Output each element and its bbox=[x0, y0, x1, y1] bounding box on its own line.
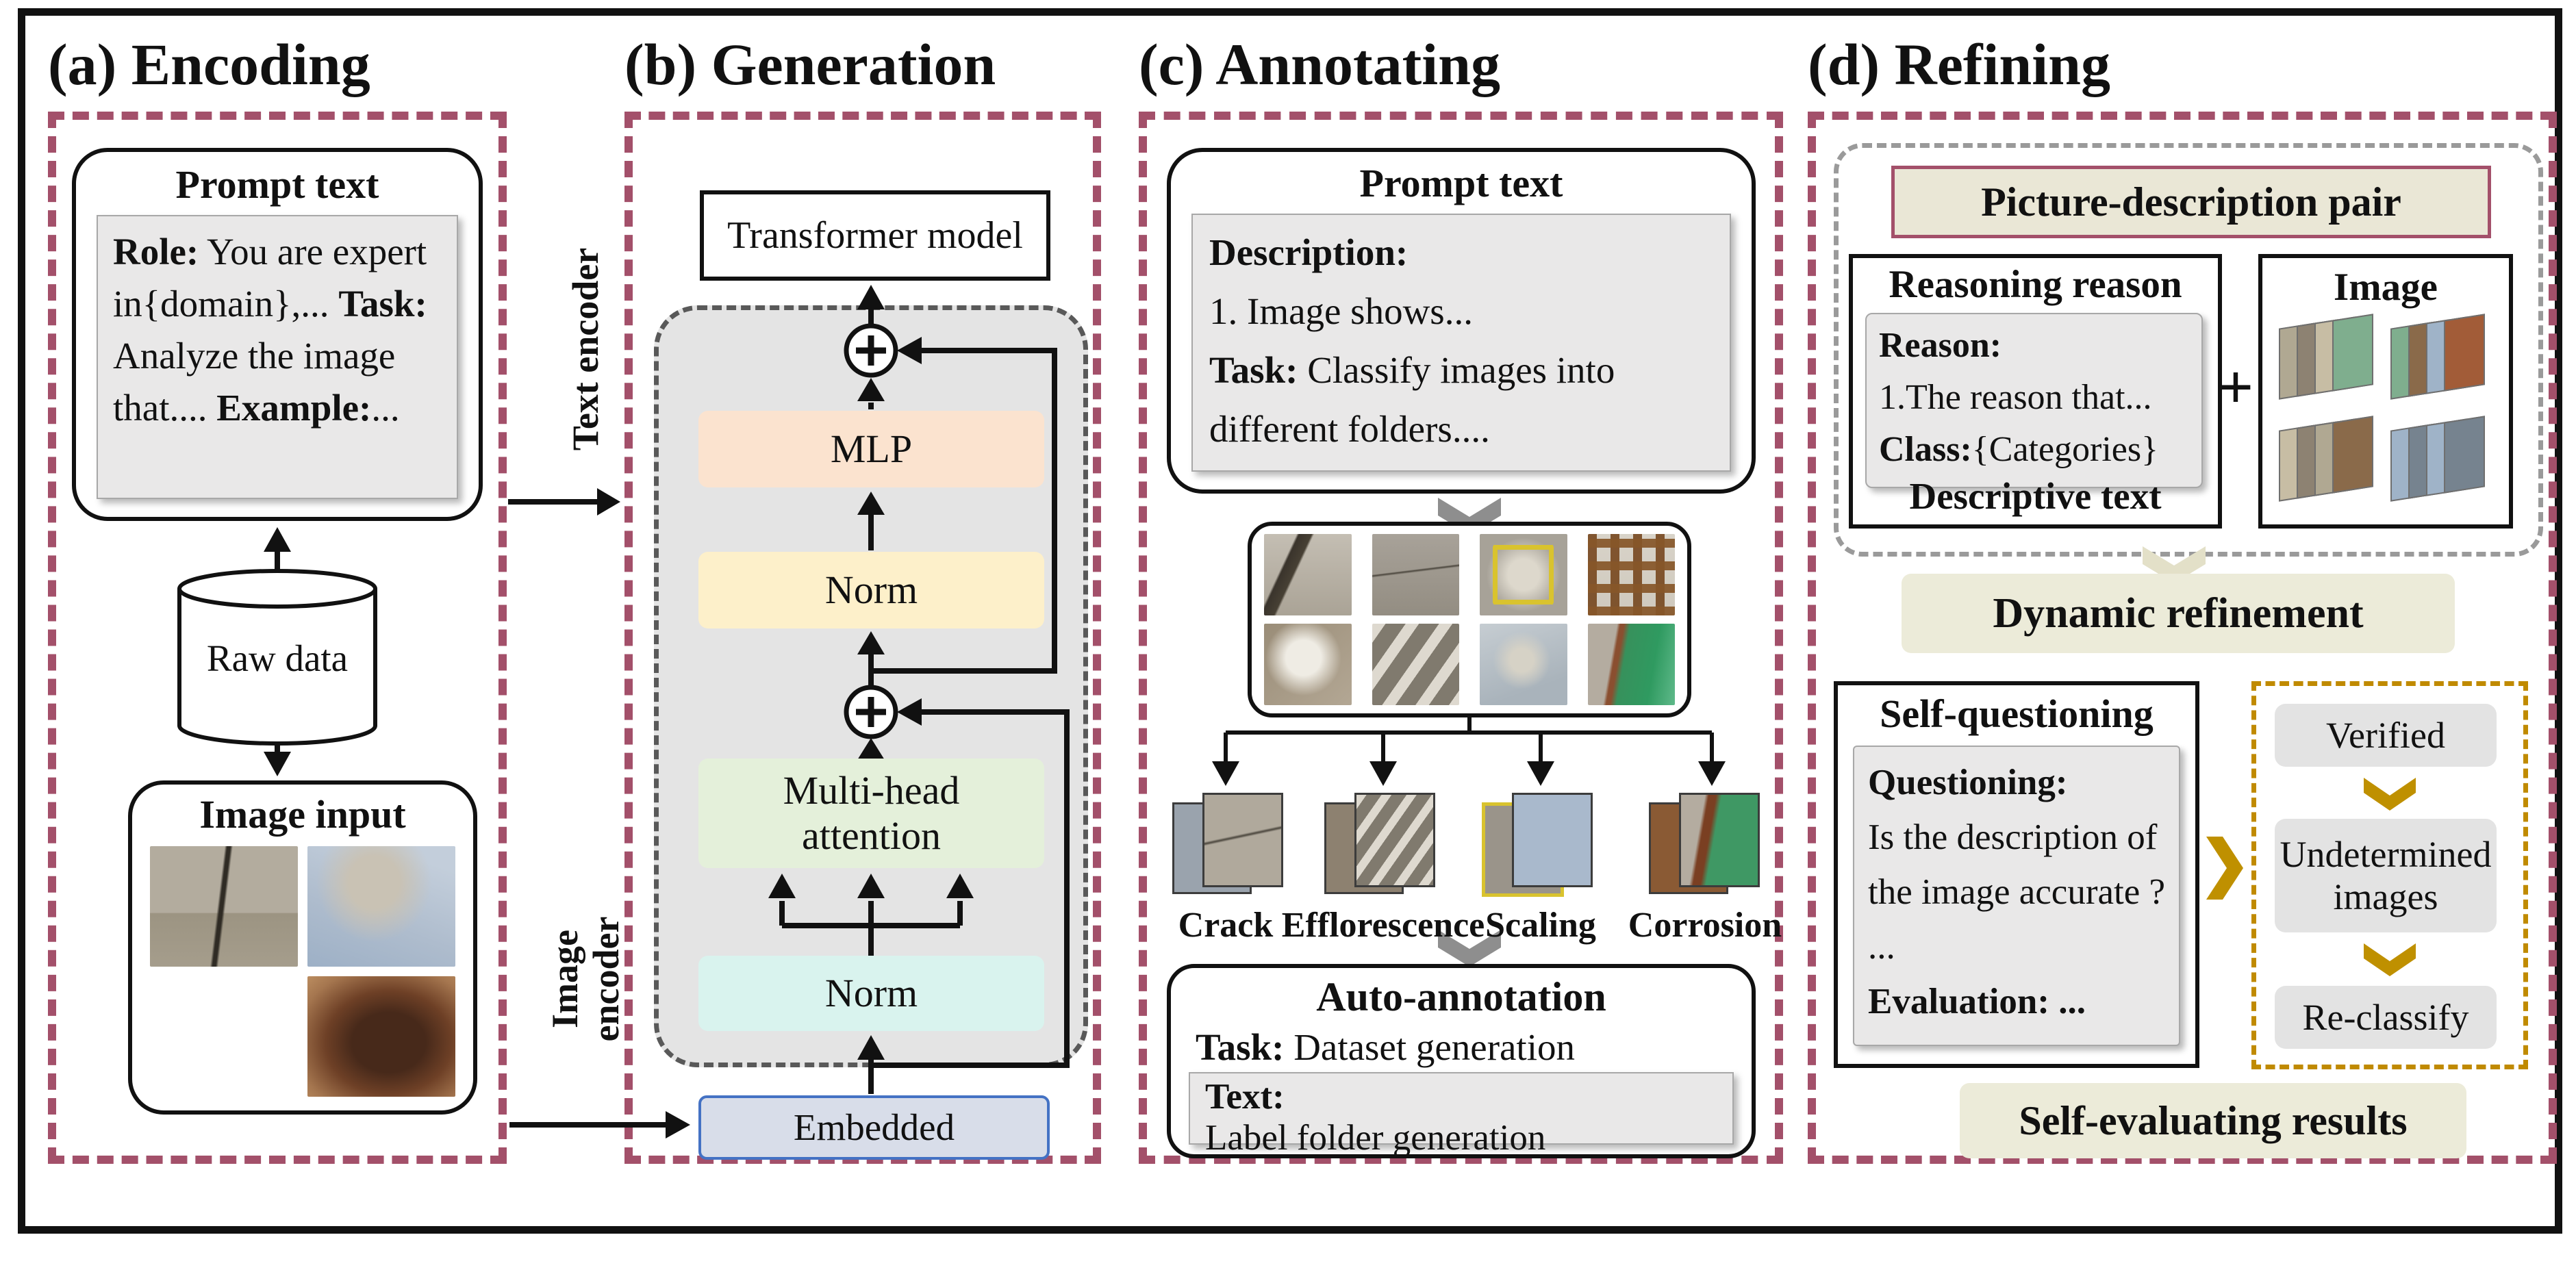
norm-lower-label: Norm bbox=[824, 971, 918, 1015]
panel-a-title: (a) Encoding bbox=[48, 31, 370, 97]
task-label: Task: bbox=[338, 283, 427, 325]
wall-image bbox=[1264, 534, 1352, 615]
arrow-to-transformer-icon bbox=[857, 285, 885, 325]
plus-sign: + bbox=[2217, 352, 2254, 422]
efflorescence-stripe-image bbox=[1372, 624, 1460, 705]
questioning-label: Questioning: bbox=[1868, 763, 2068, 802]
chevron-right-icon bbox=[2206, 837, 2243, 900]
photo-stack bbox=[2390, 419, 2495, 514]
sample-images-box bbox=[1248, 522, 1691, 717]
flow-verified: Verified bbox=[2275, 704, 2497, 767]
embedded-box bbox=[698, 1095, 1050, 1160]
corrosion-image bbox=[307, 976, 455, 1097]
auto-annotation-box bbox=[1167, 964, 1756, 1158]
prompt-text-title-c: Prompt text bbox=[1359, 161, 1563, 205]
transformer-model-box bbox=[700, 190, 1050, 281]
arrow-norm-to-mlp-icon bbox=[857, 492, 885, 550]
efflorescence-patch-image bbox=[1264, 624, 1352, 705]
norm-lower-box bbox=[698, 956, 1044, 1031]
corrosion-green-image bbox=[1588, 624, 1676, 705]
image-input-grid bbox=[150, 846, 455, 1097]
reasoning-reason-title: Reasoning reason bbox=[1889, 263, 2182, 306]
corrosion-folder-icon bbox=[1649, 793, 1765, 895]
pair-header bbox=[1891, 166, 2491, 238]
prompt-text-body-c bbox=[1191, 214, 1731, 472]
scaling-image bbox=[150, 976, 298, 1097]
role-label: Role: bbox=[113, 231, 199, 272]
image-input-title: Image input bbox=[199, 792, 406, 837]
panel-b-title: (b) Generation bbox=[624, 31, 996, 97]
arrow-attention-to-plus-icon bbox=[857, 738, 885, 760]
norm-upper-box bbox=[698, 552, 1044, 628]
prompt-text-box-c bbox=[1167, 148, 1756, 494]
self-evaluating-results-box: Self-evaluating results bbox=[1960, 1083, 2466, 1158]
rebar-corrosion-image bbox=[1588, 534, 1676, 615]
auto-text-value: Label folder generation bbox=[1205, 1118, 1546, 1158]
category-label-efflorescence: Efflorescence bbox=[1281, 906, 1485, 945]
category-label-scaling: Scaling bbox=[1485, 906, 1596, 945]
efflorescence-folder-icon bbox=[1324, 793, 1441, 895]
self-questioning-body bbox=[1853, 746, 2180, 1046]
flow-reclassify: Re-classify bbox=[2275, 986, 2497, 1049]
task-text-c: Classify images into different folders.... bbox=[1209, 349, 1615, 450]
auto-task-label: Task: bbox=[1196, 1026, 1285, 1068]
crack-image bbox=[1372, 534, 1460, 615]
image-encoder-label: Image encoder bbox=[544, 916, 627, 1042]
image-input-box bbox=[128, 780, 477, 1115]
class-text: {Categories} bbox=[1971, 430, 2159, 469]
auto-task-text: Dataset generation bbox=[1284, 1026, 1575, 1068]
description-line: 1. Image shows... bbox=[1209, 290, 1473, 332]
crack-image bbox=[150, 846, 298, 967]
plus-circle-top-icon bbox=[846, 326, 896, 375]
transformer-model-label: Transformer model bbox=[727, 214, 1023, 257]
reasoning-body bbox=[1865, 313, 2203, 488]
panel-d-title: (d) Refining bbox=[1808, 31, 2110, 97]
image-pair-title: Image bbox=[2334, 266, 2438, 309]
prompt-text-title-a: Prompt text bbox=[175, 162, 379, 207]
scaling-marked-image bbox=[1480, 534, 1567, 615]
example-text: ... bbox=[371, 387, 400, 429]
class-label: Class: bbox=[1879, 430, 1972, 469]
category-label-corrosion: Corrosion bbox=[1628, 906, 1782, 945]
dynamic-refinement-box: Dynamic refinement bbox=[1902, 574, 2455, 653]
arrow-rawdata-to-imageinput-icon bbox=[264, 745, 291, 776]
reason-label: Reason: bbox=[1879, 326, 2002, 365]
multi-head-attention-box bbox=[698, 759, 1044, 868]
auto-annotation-title: Auto-annotation bbox=[1316, 974, 1606, 1019]
sample-images-grid bbox=[1264, 534, 1675, 705]
panel-c-title: (c) Annotating bbox=[1139, 31, 1500, 97]
image-stacks bbox=[2279, 317, 2495, 513]
auto-annotation-task-line bbox=[1196, 1026, 1575, 1069]
norm-upper-label: Norm bbox=[824, 568, 918, 612]
arrow-plus-to-norm-icon bbox=[857, 631, 885, 686]
photo-stack bbox=[2279, 419, 2384, 514]
attention-trident-icon bbox=[768, 874, 974, 956]
image-pair-box bbox=[2258, 254, 2513, 529]
category-label-crack: Crack bbox=[1178, 906, 1274, 945]
raw-data-label: Raw data bbox=[206, 637, 349, 679]
auto-text-label: Text: bbox=[1205, 1077, 1285, 1117]
flow-undetermined-images: Undetermined images bbox=[2275, 819, 2497, 932]
task-text: Analyze the image that.... bbox=[113, 335, 396, 429]
plus-circle-bottom-icon bbox=[846, 687, 896, 737]
classification-branch-tree-icon bbox=[1212, 717, 1726, 786]
arrow-text-encoder-icon bbox=[508, 488, 620, 516]
task-label-c: Task: bbox=[1209, 349, 1298, 391]
description-label: Description: bbox=[1209, 231, 1409, 273]
mlp-label: MLP bbox=[830, 427, 913, 471]
reasoning-reason-box bbox=[1849, 254, 2222, 529]
self-questioning-title: Self-questioning bbox=[1880, 691, 2154, 736]
evaluation-label: Evaluation: ... bbox=[1868, 982, 2086, 1021]
photo-stack bbox=[2390, 317, 2495, 412]
arrow-rawdata-to-prompt-icon bbox=[264, 527, 291, 570]
photo-stack bbox=[2279, 317, 2384, 412]
pair-header-label: Picture-description pair bbox=[1981, 179, 2401, 225]
reason-text: 1.The reason that... bbox=[1879, 378, 2152, 417]
arrow-image-encoder-icon bbox=[509, 1111, 690, 1138]
descriptive-text-footer: Descriptive text bbox=[1909, 475, 2162, 517]
role-text: You are expert in{domain},... bbox=[113, 231, 427, 325]
scaling-folder-icon bbox=[1482, 793, 1598, 895]
text-encoder-label: Text encoder bbox=[565, 247, 606, 451]
auto-annotation-text-box bbox=[1189, 1072, 1734, 1158]
example-label: Example: bbox=[216, 387, 372, 429]
embedded-label: Embedded bbox=[793, 1106, 955, 1148]
crack-folder-icon bbox=[1172, 793, 1289, 895]
efflorescence-image bbox=[307, 846, 455, 967]
prompt-text-body-a bbox=[97, 215, 458, 499]
self-questioning-box bbox=[1834, 681, 2199, 1068]
spalling-image bbox=[1480, 624, 1567, 705]
mlp-box bbox=[698, 411, 1044, 487]
prompt-text-box-a bbox=[72, 148, 483, 521]
multi-head-attention-label: Multi-head attention bbox=[783, 768, 960, 858]
arrow-mlp-to-plus-icon bbox=[857, 378, 885, 409]
questioning-text: Is the description of the image accurate ? ... bbox=[1868, 817, 2166, 967]
